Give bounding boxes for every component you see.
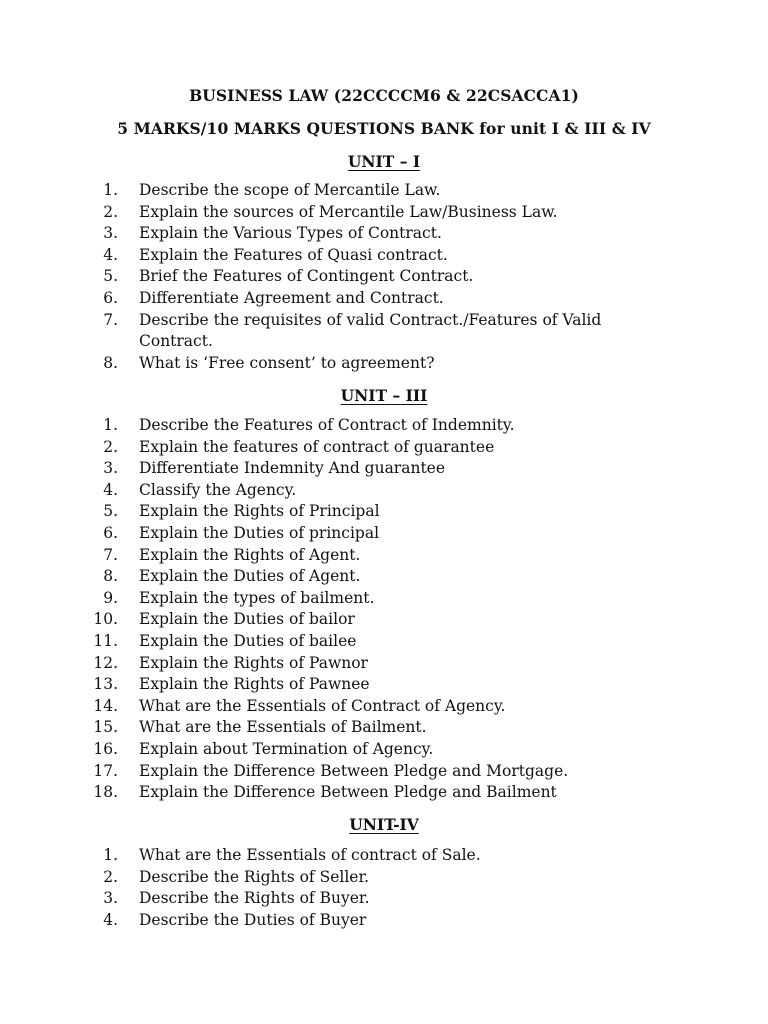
question-item [0,888,700,910]
question-text: Describe the requisites of valid Contract./Features of Valid Contract. [139,310,602,351]
question-item [0,696,700,718]
question-item [0,631,700,653]
question-text: Explain the Rights of Pawnor [139,653,368,672]
question-number: 3. [103,459,118,478]
question-item [0,266,700,288]
question-text: Explain the Duties of bailee [139,631,357,650]
question-item [0,480,700,502]
question-text: Explain the Duties of principal [139,523,380,542]
question-item [0,223,700,245]
question-number: 4. [103,910,118,929]
question-number: 10. [93,610,118,629]
question-number: 8. [103,567,118,586]
question-number: 5. [103,267,118,286]
document-title: BUSINESS LAW (22CCCCM6 & 22CSACCA1) [189,86,579,105]
question-item [0,415,700,437]
question-text: Explain the Difference Between Pledge and Mortgage. [139,761,569,780]
question-item [0,588,700,610]
question-text: Describe the Duties of Buyer [139,910,367,929]
question-item [0,653,700,675]
question-list-unit-1 [0,180,700,374]
question-text: Explain the Rights of Agent. [139,545,361,564]
document-subtitle: 5 MARKS/10 MARKS QUESTIONS BANK for unit I & III & IV [117,119,651,138]
question-number: 1. [103,181,118,199]
question-item [0,566,700,588]
question-number: 4. [103,245,118,264]
question-number: 8. [103,353,118,372]
question-number: 13. [93,675,118,694]
question-text: Explain the sources of Mercantile Law/Business Law. [139,202,558,221]
question-number: 1. [103,416,118,434]
question-item [0,739,700,761]
question-text: What are the Essentials of Contract of Agency. [139,696,506,715]
question-number: 2. [103,867,118,886]
section-heading-text: UNIT-IV [349,815,419,834]
question-item [0,523,700,545]
question-item [0,501,700,523]
question-number: 3. [103,224,118,243]
section-heading-unit-4 [0,815,768,834]
question-number: 15. [93,718,118,737]
question-item [0,867,700,889]
question-text: What are the Essentials of Bailment. [139,718,427,737]
question-number: 9. [103,588,118,607]
question-text: Explain the Rights of Principal [139,502,380,521]
question-item [0,910,700,932]
question-number: 14. [93,696,118,715]
question-item [0,782,700,804]
question-item [0,353,700,375]
question-number: 16. [93,739,118,758]
section-heading-unit-3 [0,386,768,405]
question-item [0,458,700,480]
question-item [0,310,700,353]
question-number: 7. [103,310,118,329]
question-item [0,717,700,739]
question-text: Explain about Termination of Agency. [139,739,434,758]
question-item [0,437,700,459]
question-text: Differentiate Indemnity And guarantee [139,459,446,478]
question-item [0,288,700,310]
question-text: Explain the Features of Quasi contract. [139,245,448,264]
question-text: What are the Essentials of contract of Sale. [139,846,481,864]
question-item [0,761,700,783]
question-text: Explain the features of contract of guarantee [139,437,495,456]
question-text: Differentiate Agreement and Contract. [139,288,444,307]
question-text: Classify the Agency. [139,480,297,499]
question-number: 2. [103,202,118,221]
question-list-unit-4 [0,845,700,931]
question-item [0,609,700,631]
question-number: 7. [103,545,118,564]
question-number: 11. [93,631,118,650]
question-number: 12. [93,653,118,672]
section-heading-text: UNIT – III [340,386,428,405]
question-text: Explain the Difference Between Pledge and Bailment [139,783,557,802]
question-list-unit-3 [0,415,700,804]
question-item [0,180,700,202]
question-item [0,845,700,867]
question-item [0,545,700,567]
question-text: Explain the Duties of Agent. [139,567,361,586]
section-heading-unit-1 [0,152,768,171]
question-number: 1. [103,846,118,864]
question-number: 5. [103,502,118,521]
question-text: Describe the scope of Mercantile Law. [139,181,441,199]
question-number: 17. [93,761,118,780]
question-text: Explain the types of bailment. [139,588,375,607]
question-text: Describe the Rights of Seller. [139,867,370,886]
question-item [0,202,700,224]
question-number: 4. [103,480,118,499]
question-text: Describe the Features of Contract of Indemnity. [139,416,515,434]
question-item [0,674,700,696]
question-text: Explain the Rights of Pawnee [139,675,370,694]
question-number: 18. [93,783,118,802]
question-text: Brief the Features of Contingent Contract. [139,267,474,286]
question-text: What is ‘Free consent’ to agreement? [139,353,435,372]
section-heading-text: UNIT – I [347,152,421,171]
question-number: 6. [103,288,118,307]
question-text: Explain the Various Types of Contract. [139,224,442,243]
question-number: 3. [103,889,118,908]
question-item [0,245,700,267]
question-number: 2. [103,437,118,456]
question-text: Describe the Rights of Buyer. [139,889,370,908]
question-number: 6. [103,523,118,542]
question-text: Explain the Duties of bailor [139,610,355,629]
